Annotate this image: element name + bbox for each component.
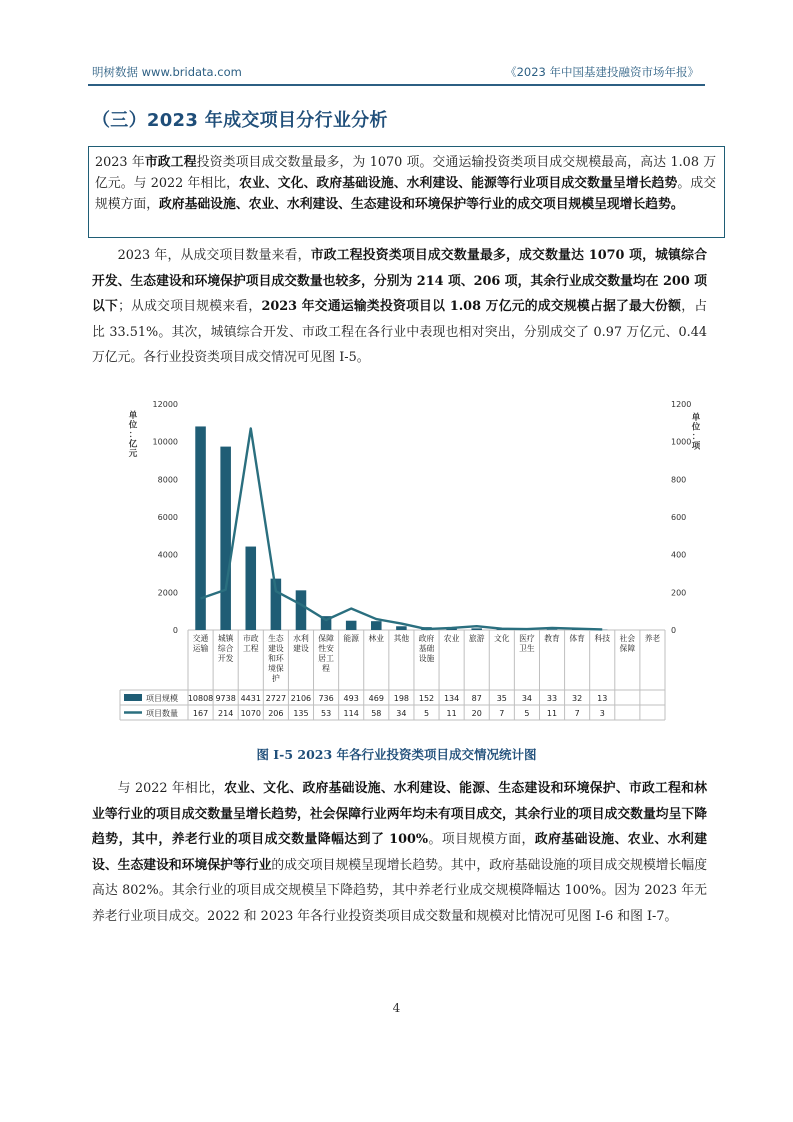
y-left-unit-char: ： xyxy=(128,430,138,440)
table-value-scale: 469 xyxy=(368,694,384,703)
x-category-label: 建设 xyxy=(268,644,284,653)
x-category-label: 林业 xyxy=(368,634,385,643)
bold-run-3: 2023 年交通运输类投资项目以 1.08 万亿元的成交规模占据了最大份额 xyxy=(261,299,682,315)
table-value-count: 214 xyxy=(218,709,234,718)
x-category-label: 能源 xyxy=(343,634,359,643)
text-run-0: 2023 年，从成交项目数量来看， xyxy=(117,248,311,263)
y-left-tick-label: 12000 xyxy=(152,400,178,409)
page-number: 4 xyxy=(392,1001,401,1015)
table-value-count: 58 xyxy=(371,709,382,718)
x-category-label: 社会 xyxy=(619,634,636,643)
x-category-label: 和环 xyxy=(268,654,284,663)
x-category-label: 建设 xyxy=(293,644,309,653)
header-divider xyxy=(88,84,705,86)
chart-bar xyxy=(471,628,482,630)
text-run-4: ，占比 33.51%。其次，城镇综合开发、市政工程在各行业中表现也相对突出，分别成交了 0.97 万亿元、0.44 万亿元。各行业投资类项目成交情况可见图 I-5。 xyxy=(92,299,708,366)
y-left-tick-label: 8000 xyxy=(157,475,178,485)
text-run-2: ；从成交项目规模来看， xyxy=(118,299,262,315)
table-value-count: 1070 xyxy=(240,709,261,718)
x-category-label: 设施 xyxy=(418,654,435,663)
chart-bar xyxy=(220,447,231,630)
y-left-tick-label: 2000 xyxy=(157,588,178,598)
table-value-scale: 10808 xyxy=(187,694,214,703)
chart-bar xyxy=(396,626,407,630)
table-value-scale: 152 xyxy=(418,694,435,703)
x-category-label: 卫生 xyxy=(519,644,535,653)
text-run-0: 与 2022 年相比， xyxy=(117,781,225,796)
table-value-count: 53 xyxy=(320,709,332,718)
bold-run-1: 市政工程投资类项目成交数量最多，成交数量达 1070 项，城镇综合开发、生态建设和环境保护项目成交数量也较多，分别为 214 项、206 项，其余行业成交数量均在 200 项以下 xyxy=(92,248,707,315)
table-value-count: 7 xyxy=(574,709,580,718)
chart-bar xyxy=(296,590,307,630)
chart-container xyxy=(100,392,700,727)
header-right: 《2023 年中国基建投融资市场年报》 xyxy=(505,65,699,79)
table-value-count: 7 xyxy=(499,709,505,718)
x-category-label: 城镇 xyxy=(217,634,234,643)
y-right-tick-label: 800 xyxy=(671,475,687,485)
x-category-label: 科技 xyxy=(594,634,611,643)
x-category-label: 政府 xyxy=(418,634,435,643)
chart-bar xyxy=(371,621,382,630)
x-category-label: 水利 xyxy=(293,634,309,643)
figure-caption: 图 I-5 2023 年各行业投资类项目成交情况统计图 xyxy=(256,747,537,762)
table-value-scale: 2727 xyxy=(265,694,287,703)
x-category-label: 性安 xyxy=(318,644,334,653)
y-right-tick-label: 0 xyxy=(671,626,677,635)
bold-run-1: 农业、文化、政府基础设施、水利建设、能源、生态建设和环境保护、市政工程和林业等行业的项目成交数量呈增长趋势，社会保障行业两年均未有项目成交，其余行业的项目成交数量均呈下降趋势，其中，养老行业的项目成交数量降幅达到了 100% xyxy=(92,781,708,848)
y-right-tick-label: 1000 xyxy=(671,437,692,447)
x-category-label: 工程 xyxy=(242,644,259,653)
table-value-scale: 87 xyxy=(471,694,482,703)
text-run-0: 2023 年 xyxy=(95,155,145,170)
x-category-label: 文化 xyxy=(494,634,510,643)
chart-bar xyxy=(547,629,558,630)
text-run-4: 的成交项目规模呈现增长趋势。其中，政府基础设施的项目成交规模增长幅度高达 802%。其余行业的项目成交规模呈下降趋势，其中养老行业成交规模降幅达 100%。因为 2023 年无养老行业项目成交。2022 和 2023 年各行业投资类项目成交数量和规模对比情况可见图 I-6 和图 I-7。 xyxy=(92,857,708,924)
paragraph-1 xyxy=(92,243,707,371)
table-value-scale: 33 xyxy=(546,694,558,703)
y-left-tick-label: 4000 xyxy=(157,550,178,560)
legend-bar-key xyxy=(124,694,142,701)
y-right-tick-label: 200 xyxy=(671,588,687,598)
table-value-count: 5 xyxy=(524,709,530,718)
table-value-scale: 736 xyxy=(318,694,334,703)
y-left-tick-label: 0 xyxy=(172,626,178,635)
text-run-2: 投资类项目成交数量最多，为 1070 项。交通运输投资类项目成交规模最高，高达 1.08 万亿元。与 2022 年相比， xyxy=(95,155,717,191)
table-value-scale: 4431 xyxy=(240,694,261,703)
bold-run-3: 农业、文化、政府基础设施、水利建设、能源等行业项目成交数量呈增长趋势 xyxy=(239,176,678,191)
chart-bar xyxy=(245,547,256,630)
y-left-unit-char: 元 xyxy=(128,449,138,459)
y-right-tick-label: 1200 xyxy=(671,400,692,409)
table-value-count: 3 xyxy=(599,709,605,718)
y-right-unit-char: 位 xyxy=(691,422,700,433)
bold-run-3: 政府基础设施、农业、水利建设、生态建设和环境保护等行业 xyxy=(92,832,708,873)
paragraph-2 xyxy=(92,776,707,930)
table-value-count: 5 xyxy=(423,709,430,718)
bold-run-1: 市政工程 xyxy=(144,155,197,170)
y-left-unit-char: 单 xyxy=(128,411,138,421)
section-title: （三）2023 年成交项目分行业分析 xyxy=(92,110,388,131)
table-value-count: 206 xyxy=(268,709,284,718)
y-right-tick-label: 600 xyxy=(671,513,687,522)
table-value-scale: 198 xyxy=(393,694,410,703)
y-right-tick-label: 400 xyxy=(671,550,687,560)
x-category-label: 运输 xyxy=(192,644,209,653)
y-left-tick-label: 6000 xyxy=(157,513,178,522)
x-category-label: 基础 xyxy=(418,644,435,653)
x-category-label: 市政 xyxy=(242,634,259,643)
y-left-unit-char: 位 xyxy=(128,420,138,431)
bold-run-5: 政府基础设施、农业、水利建设、生态建设和环境保护等行业的成交项目规模呈现增长趋势。 xyxy=(158,197,684,212)
table-value-count: 114 xyxy=(343,709,359,718)
x-category-label: 生态 xyxy=(268,634,284,643)
x-category-label: 教育 xyxy=(544,634,560,643)
x-category-label: 程 xyxy=(322,664,330,673)
header-left: 明树数据 www.bridata.com xyxy=(92,65,242,79)
table-value-scale: 493 xyxy=(343,694,359,703)
table-value-scale: 13 xyxy=(597,694,608,703)
x-category-label: 开发 xyxy=(217,654,234,663)
y-left-unit-char: 亿 xyxy=(128,439,138,450)
chart-line xyxy=(201,428,603,629)
y-left-tick-label: 10000 xyxy=(152,437,178,447)
x-category-label: 综合 xyxy=(217,644,234,653)
y-right-unit-char: 项 xyxy=(691,441,700,452)
legend-bar-label: 项目规模 xyxy=(146,694,178,703)
table-value-count: 135 xyxy=(293,709,309,718)
x-category-label: 交通 xyxy=(192,634,209,643)
x-category-label: 体育 xyxy=(569,634,585,643)
table-value-scale: 35 xyxy=(496,694,507,703)
table-value-count: 20 xyxy=(471,709,482,718)
x-category-label: 其他 xyxy=(393,634,410,643)
y-right-unit-char: 单 xyxy=(691,413,700,423)
x-category-label: 旅游 xyxy=(468,634,485,643)
chart-bar xyxy=(346,621,357,630)
table-value-scale: 32 xyxy=(572,694,583,703)
x-category-label: 居工 xyxy=(318,654,334,663)
chart-bar xyxy=(195,426,206,630)
y-right-unit-char: ： xyxy=(691,432,700,442)
table-value-count: 11 xyxy=(546,709,558,718)
summary-box xyxy=(88,146,725,238)
table-value-count: 34 xyxy=(396,709,407,718)
x-category-label: 境保 xyxy=(268,664,284,673)
combo-chart xyxy=(100,392,700,727)
table-value-scale: 34 xyxy=(521,694,533,703)
x-category-label: 养老 xyxy=(644,634,661,643)
table-value-count: 167 xyxy=(192,709,209,718)
x-category-label: 医疗 xyxy=(519,634,535,643)
table-value-count: 11 xyxy=(446,709,457,718)
table-value-scale: 2106 xyxy=(290,694,312,703)
text-run-4: 。成交规模方面， xyxy=(95,176,717,212)
table-value-scale: 134 xyxy=(443,694,460,703)
x-category-label: 保障 xyxy=(619,644,636,653)
legend-line-label: 项目数量 xyxy=(146,709,178,718)
table-value-scale: 9738 xyxy=(215,694,236,703)
x-category-label: 护 xyxy=(271,674,280,683)
text-run-2: 。项目规模方面， xyxy=(428,832,535,848)
x-category-label: 农业 xyxy=(443,634,460,643)
x-category-label: 保障 xyxy=(318,634,334,643)
